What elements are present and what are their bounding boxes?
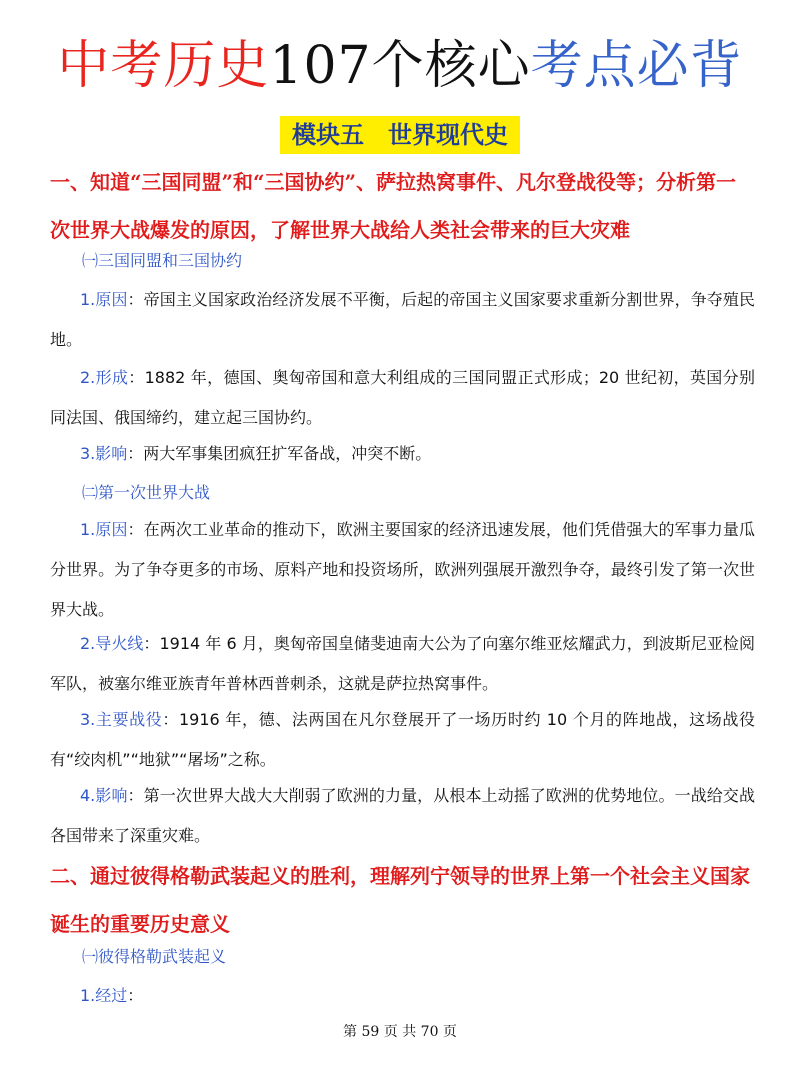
paragraph-text: 两大军事集团疯狂扩军备战，冲突不断。 [143, 444, 432, 463]
paragraph: 2.形成：1882 年，德国、奥匈帝国和意大利组成的三国同盟正式形成；20 世纪初，英国分别同法国、俄国缔约，建立起三国协约。 [50, 368, 755, 427]
paragraph-text: 1882 年，德国、奥匈帝国和意大利组成的三国同盟正式形成；20 世纪初，英国分别同法国、俄国缔约，建立起三国协约。 [50, 368, 755, 427]
paragraph-text: 第一次世界大战大大削弱了欧洲的力量，从根本上动摇了欧洲的优势地位。一战给交战各国带来了深重灾难。 [50, 786, 755, 845]
paragraph: 1.原因：帝国主义国家政治经济发展不平衡，后起的帝国主义国家要求重新分割世界，争夺殖民地。 [50, 290, 755, 349]
paragraph: 3.影响：两大军事集团疯狂扩军备战，冲突不断。 [80, 444, 432, 463]
paragraph-label: 3.主要战役 [80, 710, 163, 729]
paragraph-label: 1.原因 [80, 290, 128, 309]
paragraph: 4.影响：第一次世界大战大大削弱了欧洲的力量，从根本上动摇了欧洲的优势地位。一战给交战各国带来了深重灾难。 [50, 786, 755, 845]
subsection-2-1-title: ㈠彼得格勒武装起义 [82, 947, 227, 966]
paragraph-label: 1.原因 [80, 520, 128, 539]
module-heading: 模块五 世界现代史 [280, 116, 520, 154]
paragraph-text: 1914 年 6 月，奥匈帝国皇储斐迪南大公为了向塞尔维亚炫耀武力，到波斯尼亚检阅军队，被塞尔维亚族青年普林西普刺杀，这就是萨拉热窝事件。 [50, 634, 755, 693]
paragraph-label: 3.影响 [80, 444, 128, 463]
paragraph-label: 2.导火线 [80, 634, 144, 653]
paragraph: 1.经过： [80, 986, 144, 1005]
subsection-1-2-title: ㈡第一次世界大战 [82, 483, 211, 502]
paragraph-text: 1916 年，德、法两国在凡尔登展开了一场历时约 10 个月的阵地战，这场战役有“绞肉机”“地狱”“屠场”之称。 [50, 710, 755, 769]
module-heading-wrap [0, 116, 800, 154]
paragraph-text: 在两次工业革命的推动下，欧洲主要国家的经济迅速发展，他们凭借强大的军事力量瓜分世界。为了争夺更多的市场、原料产地和投资场所，欧洲列强展开激烈争夺，最终引发了第一次世界大战。 [50, 520, 755, 619]
paragraph: 1.原因：在两次工业革命的推动下，欧洲主要国家的经济迅速发展，他们凭借强大的军事力量瓜分世界。为了争夺更多的市场、原料产地和投资场所，欧洲列强展开激烈争夺，最终引发了第一次世界大战。 [50, 520, 755, 619]
title-part-red: 中考历史 [57, 36, 270, 96]
title-part-black: 107个核心 [269, 36, 531, 96]
page-footer: 第 59 页 共 70 页 [343, 1024, 457, 1040]
paragraph: 3.主要战役：1916 年，德、法两国在凡尔登展开了一场历时约 10 个月的阵地战，这场战役有“绞肉机”“地狱”“屠场”之称。 [50, 710, 755, 769]
page-title [0, 30, 800, 102]
section-1-heading: 一、知道“三国同盟”和“三国协约”、萨拉热窝事件、凡尔登战役等；分析第一次世界大战爆发的原因，了解世界大战给人类社会带来的巨大灾难 [50, 170, 737, 242]
paragraph-label: 1.经过 [80, 986, 128, 1005]
paragraph: 2.导火线：1914 年 6 月，奥匈帝国皇储斐迪南大公为了向塞尔维亚炫耀武力，到波斯尼亚检阅军队，被塞尔维亚族青年普林西普刺杀，这就是萨拉热窝事件。 [50, 634, 755, 693]
title-part-blue: 考点必背 [530, 36, 743, 96]
section-2-heading: 二、通过彼得格勒武装起义的胜利，理解列宁领导的世界上第一个社会主义国家诞生的重要历史意义 [50, 864, 750, 936]
paragraph-label: 2.形成 [80, 368, 129, 387]
paragraph-label: 4.影响 [80, 786, 128, 805]
paragraph-text: 帝国主义国家政治经济发展不平衡，后起的帝国主义国家要求重新分割世界，争夺殖民地。 [50, 290, 755, 349]
subsection-1-1-title: ㈠三国同盟和三国协约 [82, 251, 243, 270]
